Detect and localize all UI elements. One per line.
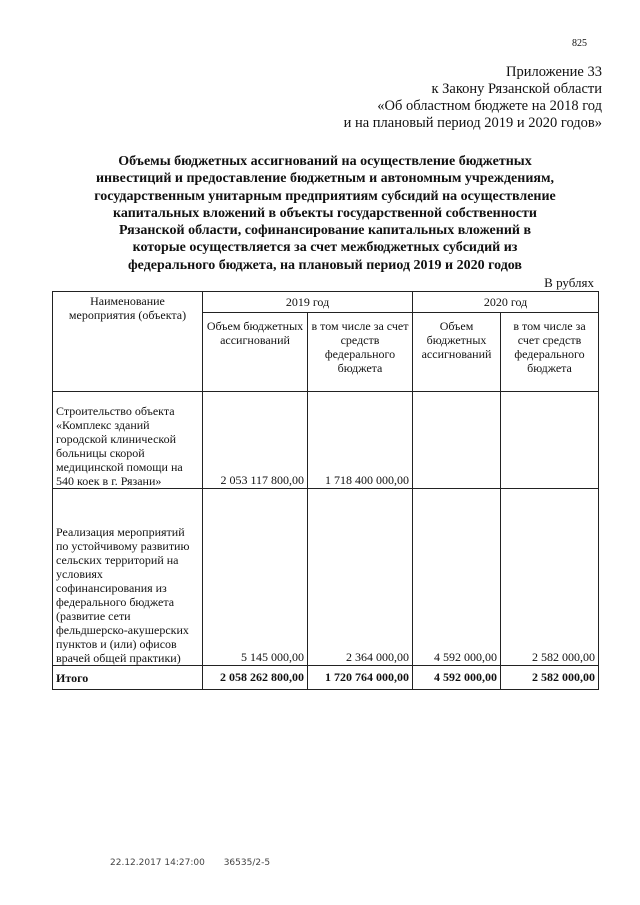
total-federal-2019: 1 720 764 000,00	[308, 666, 413, 690]
title-line: Рязанской области, софинансирование капитальных вложений в	[118, 223, 532, 239]
cell-federal-2020	[501, 392, 599, 489]
column-header-name: Наименование мероприятия (объекта)	[53, 292, 203, 392]
appendix-reference	[344, 64, 602, 132]
column-header-year-2019: 2019 год	[203, 292, 413, 313]
footer-doc-code: 36535/2-5	[223, 858, 271, 868]
cell-total-2020: 4 592 000,00	[413, 489, 501, 666]
cell-federal-2020: 2 582 000,00	[501, 489, 599, 666]
footer-stamp	[110, 858, 286, 868]
footer-timestamp: 22.12.2017 14:27:00	[110, 858, 205, 868]
total-2019: 2 058 262 800,00	[203, 666, 308, 690]
appendix-line: Приложение 33	[506, 64, 602, 80]
total-2020: 4 592 000,00	[413, 666, 501, 690]
document-title	[60, 153, 590, 274]
title-line: инвестиций и предоставление бюджетным и автономным учреждениям,	[95, 171, 554, 187]
title-line: Объемы бюджетных ассигнований на осуществление бюджетных	[118, 154, 532, 169]
appendix-line: и на плановый период 2019 и 2020 годов»	[343, 115, 602, 131]
column-header-federal-2020: в том числе за счет средств федерального бюджета	[501, 313, 599, 392]
appendix-line: к Закону Рязанской области	[431, 81, 602, 97]
table-row	[53, 489, 599, 666]
title-line: которые осуществляется за счет межбюджетных субсидий из	[132, 240, 518, 256]
appendix-line: «Об областном бюджете на 2018 год	[377, 98, 602, 114]
title-line: федерального бюджета, на плановый период 2019 и 2020 годов	[127, 257, 522, 273]
row-project-name: Строительство объекта «Комплекс зданий городской клинической больницы скорой медицинской помощи на 540 коек в г. Рязани»	[53, 392, 203, 489]
title-line: капитальных вложений в объекты государственной собственности	[113, 205, 537, 221]
cell-federal-2019: 2 364 000,00	[308, 489, 413, 666]
title-line: государственным унитарным предприятиям субсидий на осуществление	[94, 188, 556, 204]
cell-total-2020	[413, 392, 501, 489]
page-number: 825	[572, 38, 587, 49]
cell-total-2019: 5 145 000,00	[203, 489, 308, 666]
column-header-total-2020: Объем бюджетных ассигнований	[413, 313, 501, 392]
column-header-total-2019: Объем бюджетных ассигнований	[203, 313, 308, 392]
table-total-row	[53, 666, 599, 690]
table-header-row	[53, 292, 599, 313]
cell-total-2019: 2 053 117 800,00	[203, 392, 308, 489]
budget-table	[52, 291, 599, 690]
cell-federal-2019: 1 718 400 000,00	[308, 392, 413, 489]
total-label: Итого	[53, 666, 203, 690]
currency-note: В рублях	[544, 275, 594, 290]
row-project-name: Реализация мероприятий по устойчивому развитию сельских территорий на условиях софинансирования из федерального бюджета (развитие сети фельдшерско-акушерских пунктов и (или) офисов врачей общей практики)	[53, 489, 203, 666]
table-row	[53, 392, 599, 489]
total-federal-2020: 2 582 000,00	[501, 666, 599, 690]
column-header-federal-2019: в том числе за счет средств федерального бюджета	[308, 313, 413, 392]
column-header-year-2020: 2020 год	[413, 292, 599, 313]
